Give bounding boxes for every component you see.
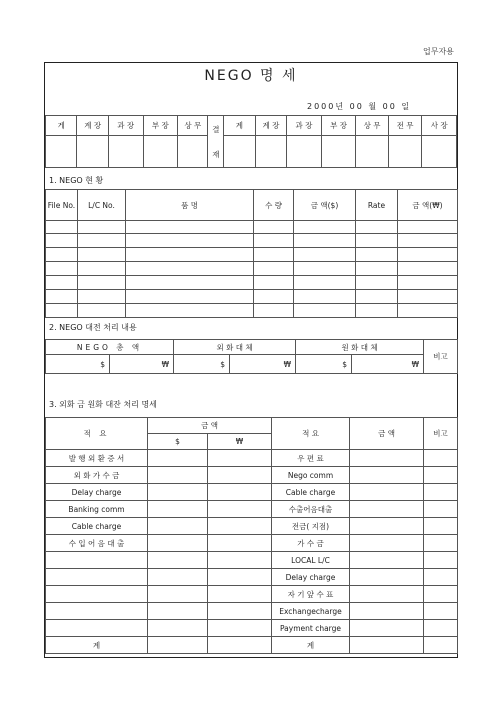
table-row[interactable]: [46, 234, 458, 248]
col-amount-left: 금 액: [148, 418, 272, 434]
table-row[interactable]: [46, 248, 458, 262]
total-row[interactable]: [46, 637, 458, 654]
col-amount-krw: 금 액(₩): [398, 190, 458, 221]
right-item: 우 편 료: [272, 450, 350, 467]
table-row[interactable]: [46, 304, 458, 318]
page-label: 업무자용: [423, 47, 454, 56]
signature-box[interactable]: [422, 136, 457, 168]
signature-box[interactable]: [46, 136, 77, 168]
col-remarks: 비고: [424, 340, 458, 374]
table-row[interactable]: [46, 518, 458, 535]
unit-dollar[interactable]: $: [46, 355, 110, 374]
left-item: [46, 552, 148, 569]
table-row[interactable]: [46, 552, 458, 569]
right-item: 수출어음대출: [272, 501, 350, 518]
col-description-right: 적 요: [272, 418, 350, 450]
table-row[interactable]: [46, 467, 458, 484]
col-nego-total: NEGO 총 액: [46, 340, 174, 355]
approval-cell: 부 장: [321, 116, 356, 136]
col-lc-no: L/C No.: [78, 190, 126, 221]
unit-won: ₩: [208, 434, 272, 450]
table-row[interactable]: [46, 221, 458, 234]
left-item: [46, 620, 148, 637]
approval-cell: 사 장: [422, 116, 457, 136]
signature-box[interactable]: [388, 136, 422, 168]
section3-title: 3. 외화 금 원화 대잔 처리 명세: [49, 400, 157, 409]
left-item: 외 화 가 수 금: [46, 467, 148, 484]
table-row[interactable]: [46, 276, 458, 290]
col-rate: Rate: [356, 190, 398, 221]
col-amount-right: 금 액: [350, 418, 424, 450]
signature-box[interactable]: [178, 136, 208, 168]
col-amount-usd: 금 액($): [294, 190, 356, 221]
table-row[interactable]: [46, 484, 458, 501]
signature-box[interactable]: [77, 136, 108, 168]
approval-cell: 전 무: [388, 116, 422, 136]
approval-cell: 계 장: [255, 116, 286, 136]
approval-cell: 상 무: [356, 116, 389, 136]
approval-cell: 계: [224, 116, 255, 136]
table-row[interactable]: [46, 262, 458, 276]
signature-box[interactable]: [321, 136, 356, 168]
col-remarks: 비고: [424, 418, 458, 450]
unit-dollar[interactable]: $: [174, 355, 230, 374]
table-row[interactable]: [46, 501, 458, 518]
approval-cell: 과 장: [108, 116, 143, 136]
left-item: 수 입 어 음 대 출: [46, 535, 148, 552]
table-row[interactable]: [46, 450, 458, 467]
col-fx-transfer: 외 화 대 체: [174, 340, 296, 355]
right-item: 가 수 금: [272, 535, 350, 552]
approval-table: [45, 115, 457, 168]
table-row[interactable]: [46, 290, 458, 304]
unit-won[interactable]: ₩: [352, 355, 424, 374]
nego-processing-table: [45, 339, 458, 374]
left-item: 발 행 외 환 증 서: [46, 450, 148, 467]
signature-box[interactable]: [108, 136, 143, 168]
table-row[interactable]: [46, 620, 458, 637]
signature-box[interactable]: [255, 136, 286, 168]
approval-cell: 계 장: [77, 116, 108, 136]
left-total-label: 계: [46, 637, 148, 654]
col-krw-transfer: 원 화 대 체: [296, 340, 424, 355]
right-item: Nego comm: [272, 467, 350, 484]
left-item: Cable charge: [46, 518, 148, 535]
table-row[interactable]: [46, 586, 458, 603]
unit-dollar: $: [148, 434, 208, 450]
jae-char: 재: [212, 149, 220, 159]
approval-cell: 게: [46, 116, 77, 136]
table-row[interactable]: [46, 569, 458, 586]
fx-settlement-table: [45, 417, 458, 654]
right-item: 자 기 앞 수 표: [272, 586, 350, 603]
signature-box[interactable]: [143, 136, 178, 168]
signature-box[interactable]: [287, 136, 322, 168]
right-item: 전금( 지점): [272, 518, 350, 535]
right-item: Delay charge: [272, 569, 350, 586]
col-quantity: 수 량: [254, 190, 294, 221]
left-item: Delay charge: [46, 484, 148, 501]
right-item: Payment charge: [272, 620, 350, 637]
page-title: NEGO 명 세: [204, 68, 298, 84]
left-item: [46, 586, 148, 603]
approval-cell: 부 장: [143, 116, 178, 136]
gyeoljae-label: [208, 116, 224, 168]
unit-dollar[interactable]: $: [296, 355, 352, 374]
signature-box[interactable]: [224, 136, 255, 168]
right-item: LOCAL L/C: [272, 552, 350, 569]
table-row[interactable]: [46, 535, 458, 552]
left-item: [46, 603, 148, 620]
nego-status-table: [45, 189, 458, 318]
left-item: Banking comm: [46, 501, 148, 518]
approval-cell: 상 무: [178, 116, 208, 136]
right-item: Exchangecharge: [272, 603, 350, 620]
approval-cell: 과 장: [287, 116, 322, 136]
table-row[interactable]: [46, 603, 458, 620]
col-file-no: File No.: [46, 190, 78, 221]
unit-won[interactable]: ₩: [110, 355, 174, 374]
col-item-name: 품 명: [126, 190, 254, 221]
gyeol-char: 결: [212, 124, 220, 134]
unit-won[interactable]: ₩: [230, 355, 296, 374]
section2-title: 2. NEGO 대전 처리 내용: [49, 323, 137, 332]
right-item: Cable charge: [272, 484, 350, 501]
left-item: [46, 569, 148, 586]
signature-box[interactable]: [356, 136, 389, 168]
nego-form: [44, 62, 458, 658]
section1-title: 1. NEGO 현 황: [49, 176, 104, 185]
col-description-left: 적 요: [46, 418, 148, 450]
date-line: 2000년 00 월 00 일: [307, 102, 412, 111]
right-total-label: 계: [272, 637, 350, 654]
